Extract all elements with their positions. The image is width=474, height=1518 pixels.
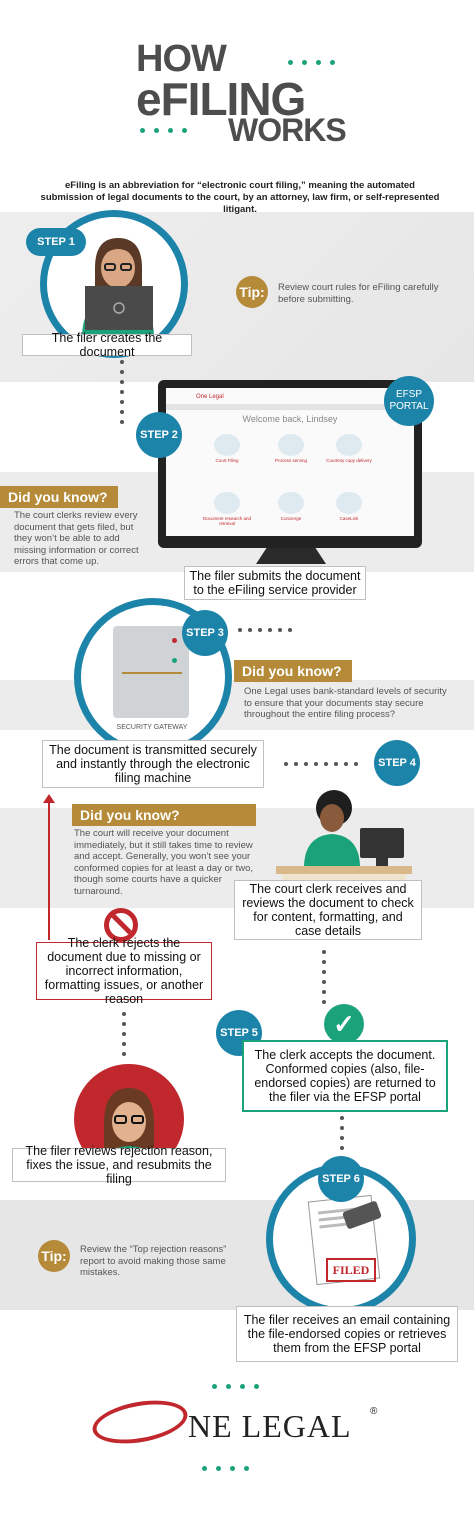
decor-dots-top: [288, 60, 335, 65]
screen-tile-5: [278, 492, 304, 514]
intro-text: eFiling is an abbreviation for “electronic court filing,” meaning the automated submission of legal documents to the court, by an attorney, law firm, or self-represented litigant.: [40, 180, 440, 215]
screen-tile-label-2: Process serving: [274, 458, 307, 463]
step2-caption: The filer submits the document to the eFiling service provider: [184, 566, 366, 600]
screen-tile-label-3: Courtesy copy delivery: [326, 458, 372, 463]
court-clerk-illustration: [276, 778, 414, 896]
step4-dyk-heading: Did you know?: [72, 804, 256, 826]
screen-tile-label-4: Document research and retrieval: [202, 516, 252, 526]
efsp-portal-badge: EFSP PORTAL: [384, 376, 434, 426]
screen-tile-label-1: Court Filing: [215, 458, 239, 463]
screen-tile-6: [336, 492, 362, 514]
step2-badge: STEP 2: [136, 412, 182, 458]
screen-navbar: [166, 404, 414, 410]
one-legal-logo: [92, 1398, 392, 1454]
security-gateway-label: SECURITY GATEWAY: [116, 724, 188, 731]
step3-badge: STEP 3: [182, 610, 228, 656]
step3-caption: The document is transmitted securely and instantly through the electronic filing machine: [42, 740, 264, 788]
resubmit-caption: The filer reviews rejection reason, fixes the issue, and resubmits the filing: [12, 1148, 226, 1182]
screen-tile-1: [214, 434, 240, 456]
step4-badge: STEP 4: [374, 740, 420, 786]
footer-dots-top: [212, 1384, 259, 1389]
step1-tip-badge: Tip:: [236, 276, 268, 308]
rejection-return-arrowhead: [43, 794, 55, 803]
title-works: WORKS: [228, 112, 346, 148]
reject-caption: The clerk rejects the document due to missing or incorrect information, formatting issues, or another reason: [36, 942, 212, 1000]
monitor-stand: [256, 548, 326, 564]
filed-stamp: FILED: [326, 1258, 376, 1282]
gateway-divider: [122, 672, 182, 674]
connector-4-5: [322, 950, 326, 1004]
step5-badge: STEP 5: [216, 1010, 262, 1056]
screen-tile-label-5: Concierge: [280, 516, 302, 521]
rejection-return-line: [48, 802, 50, 940]
step1-tip-text: Review court rules for eFiling carefully before submitting.: [278, 282, 439, 305]
logo-text: NE LEGAL: [188, 1408, 352, 1444]
screen-brand: One Legal: [196, 394, 224, 400]
step6-badge: STEP 6: [318, 1156, 364, 1202]
gateway-status-green: [172, 658, 177, 663]
connector-1-2: [120, 360, 124, 424]
monitor-screen: [166, 388, 414, 536]
step6-tip-badge: Tip:: [38, 1240, 70, 1272]
screen-tile-2: [278, 434, 304, 456]
step4-caption: The court clerk receives and reviews the document to check for content, formatting, and case details: [234, 880, 422, 940]
screen-tile-label-6: CaseLink: [339, 516, 359, 521]
connector-3-4: [284, 762, 358, 766]
accept-check-icon: ✓: [324, 1004, 364, 1044]
gateway-status-red: [172, 638, 177, 643]
title-how: HOW: [136, 38, 226, 80]
step5-caption: The clerk accepts the document. Conformed copies (also, file-endorsed copies) are returned to the filer via the EFSP portal: [242, 1040, 448, 1112]
step6-tip-text: Review the “Top rejection reasons” report to avoid making those same mistakes.: [80, 1244, 227, 1278]
step1-badge: STEP 1: [26, 228, 86, 256]
screen-tile-3: [336, 434, 362, 456]
step3-dyk-text: One Legal uses bank-standard levels of security to ensure that your documents stay secure throughout the entire filing process?: [244, 686, 447, 720]
step2-dyk-heading: Did you know?: [0, 486, 118, 508]
screen-tile-4: [214, 492, 240, 514]
connector-3: [238, 628, 292, 632]
step6-caption: The filer receives an email containing the file-endorsed copies or retrieves them from the EFSP portal: [236, 1306, 458, 1362]
screen-welcome: Welcome back, Lindsey: [242, 414, 338, 424]
connector-reject: [122, 1012, 126, 1056]
decor-dots-left: [140, 128, 187, 133]
logo-registered: ®: [370, 1406, 378, 1417]
footer-dots-bottom: [202, 1466, 249, 1471]
step4-dyk-text: The court will receive your document immediately, but it still takes time to review and accept. Generally, you won’t see your conformed copies for at least a day or two, though some courts have a quicker turnaround.: [74, 828, 254, 897]
step1-caption: The filer creates the document: [22, 334, 192, 356]
step2-dyk-text: The court clerks review every document that gets filed, but they won’t be able to add missing information or correct errors that come up.: [14, 510, 139, 567]
title-efiling: eFILING: [136, 73, 306, 125]
step3-dyk-heading: Did you know?: [234, 660, 352, 682]
